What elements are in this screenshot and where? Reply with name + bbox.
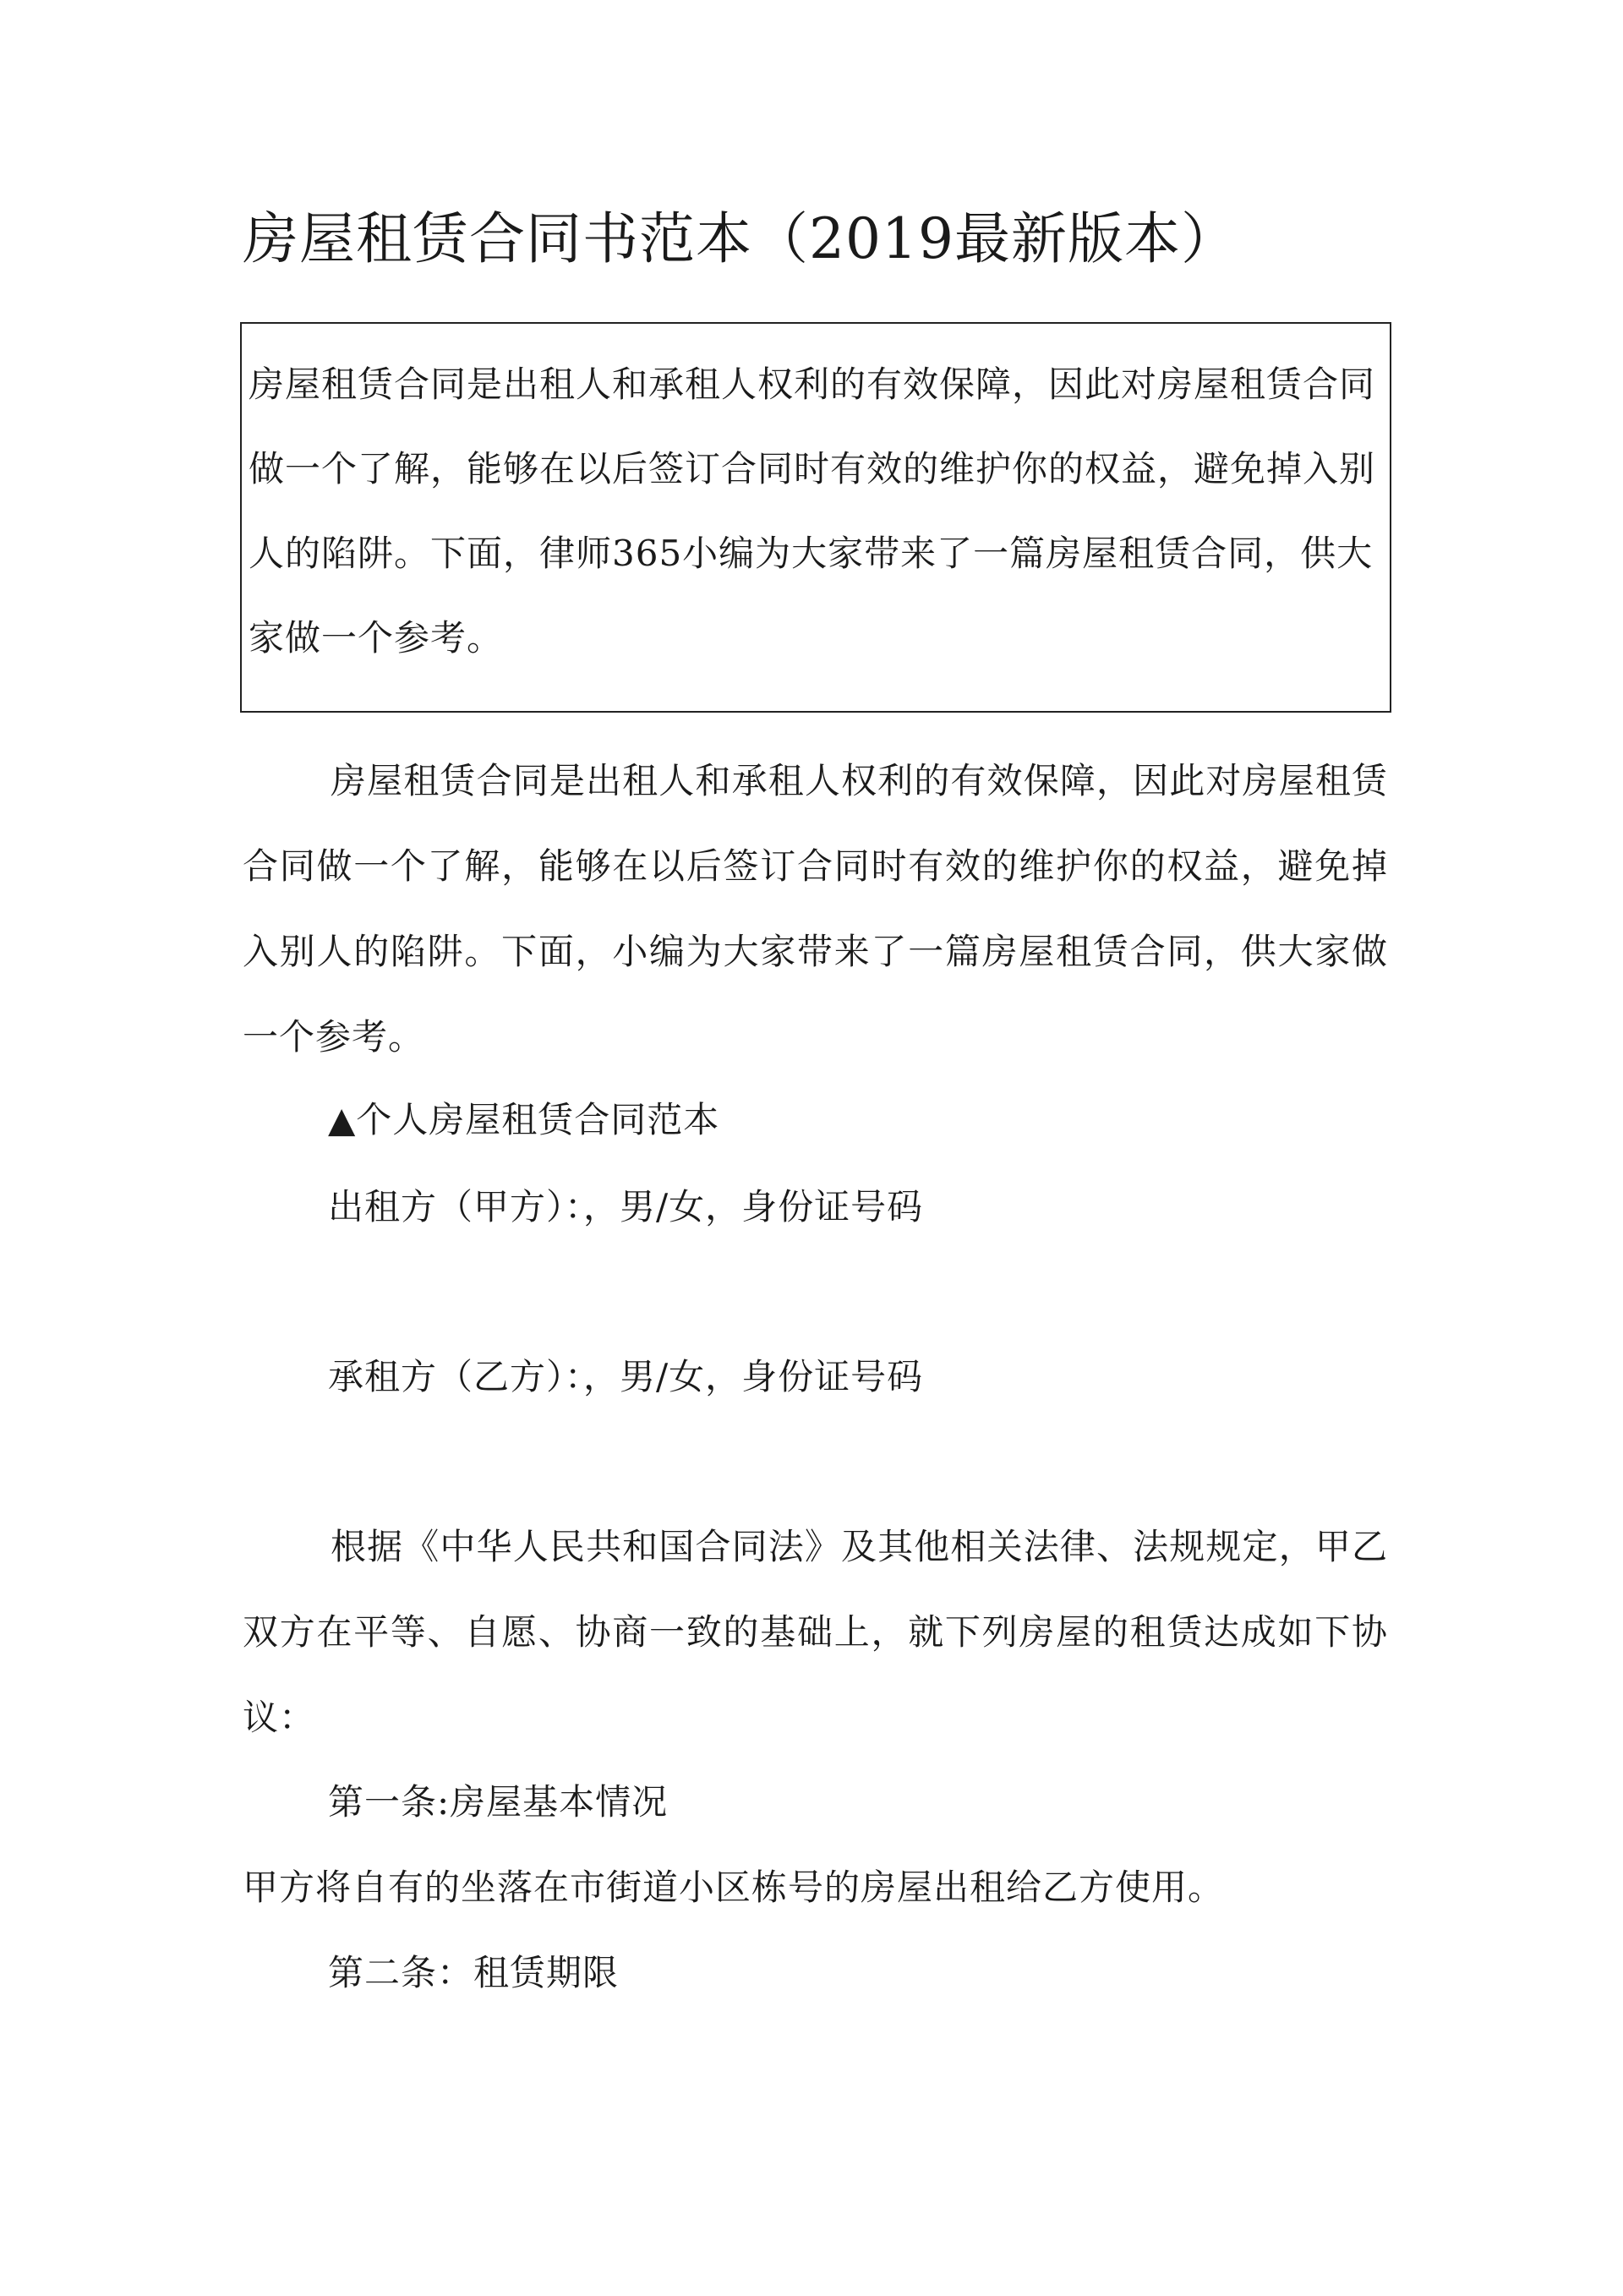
party-a-line: 出租方（甲方）：，男/女，身份证号码 [328,1186,924,1227]
article-1-body: 甲方将自有的坐落在市街道小区栋号的房屋出租给乙方使用。 [243,1867,1225,1908]
section-heading: ▲个人房屋租赁合同范本 [328,1099,720,1140]
intro-paragraph: 房屋租赁合同是出租人和承租人权利的有效保障，因此对房屋租赁合同做一个了解，能够在以后签订合同时有效的维护你的权益，避免掉入别人的陷阱。下面，小编为大家带来了一篇房屋租赁合同，供大家做一个参考。 [243,760,1388,1058]
summary-text: 房屋租赁合同是出租人和承租人权利的有效保障，因此对房屋租赁合同做一个了解，能够在以后签订合同时有效的维护你的权益，避免掉入别人的陷阱。下面，律师365小编为大家带来了一篇房屋租赁合同，供大家做一个参考。 [249,364,1376,659]
document-title: 房屋租赁合同书范本（2019最新版本） [243,206,1238,271]
legal-basis-paragraph: 根据《中华人民共和国合同法》及其他相关法律、法规规定，甲乙双方在平等、自愿、协商一致的基础上，就下列房屋的租赁达成如下协议： [243,1526,1388,1738]
article-1-title: 第一条:房屋基本情况 [328,1781,669,1823]
summary-box [240,322,1391,713]
party-b-line: 承租方（乙方）：，男/女，身份证号码 [328,1356,924,1397]
article-2-title: 第二条：租赁期限 [328,1952,620,1993]
